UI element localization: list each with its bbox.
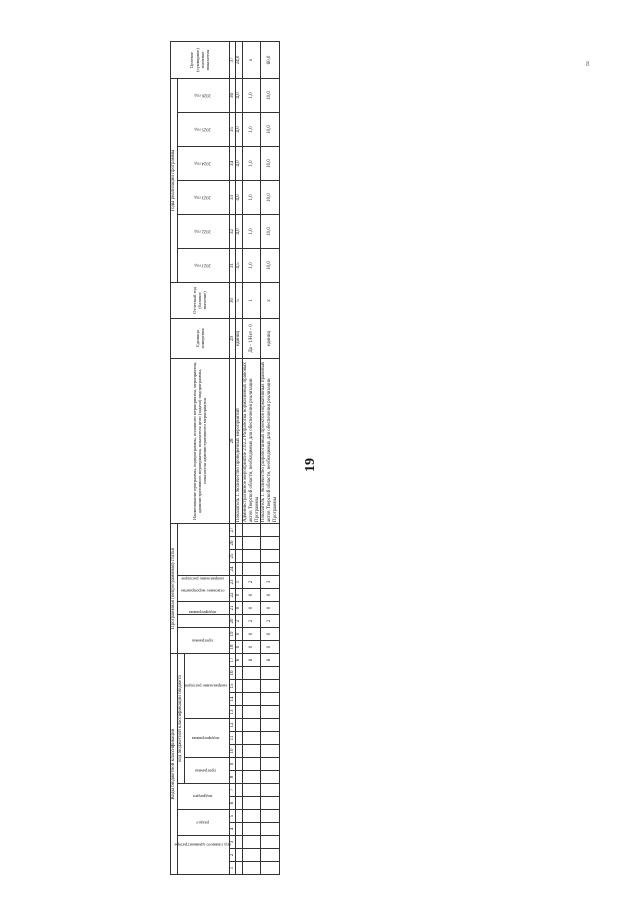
- column-number: 27: [229, 523, 236, 536]
- row-base: 1: [243, 282, 261, 318]
- years-group-header: Годы реализации программы: [171, 78, 178, 282]
- row-year-value: 4,0: [236, 146, 243, 180]
- code-cell: [243, 693, 261, 706]
- code-cell: [243, 758, 261, 771]
- code-cell: [243, 537, 261, 550]
- row-year-value: 1,0: [243, 112, 261, 146]
- row-year-value: 4,0: [236, 180, 243, 214]
- code-cell: [261, 745, 279, 758]
- code-cell: [261, 537, 279, 550]
- column-number: 12: [229, 719, 236, 732]
- column-number: 2: [229, 849, 236, 862]
- code-cell: 0: [243, 589, 261, 602]
- code-cell: [236, 680, 243, 693]
- code-cell: [261, 810, 279, 823]
- row-final-value: х: [243, 41, 261, 78]
- page-number: 19: [303, 458, 318, 472]
- column-number: 34: [229, 146, 236, 180]
- code-cell: 0: [243, 602, 261, 615]
- budget-codes-header: Коды бюджетной классификации: [171, 654, 178, 875]
- direction-budget-header: направление расходов: [184, 654, 229, 719]
- subsection-header: подраздел: [177, 784, 229, 810]
- code-cell: 1: [236, 576, 243, 589]
- unit-column-header: Единица измерения: [171, 318, 230, 358]
- code-cell: [243, 771, 261, 784]
- year-2021-header: 2021 год: [177, 248, 229, 282]
- code-cell: [236, 810, 243, 823]
- column-number: 1: [229, 862, 236, 875]
- column-number: 25: [229, 550, 236, 563]
- row-name: Показатель 1. Количество разработанных проектов нормативных правовых актов Тверской области, необходимых для обеспечения реализации Программы: [261, 358, 279, 523]
- budget-subgroup-header: код бюджетной классификации бюджета: [177, 654, 184, 784]
- column-number: 19: [229, 628, 236, 641]
- code-cell: [261, 523, 279, 536]
- column-number: 32: [229, 214, 236, 248]
- code-cell: [236, 563, 243, 576]
- program-header: программа: [177, 628, 229, 654]
- code-cell: [243, 706, 261, 719]
- row-unit: единиц: [236, 318, 243, 358]
- row-year-value: 10,0: [261, 146, 279, 180]
- column-number: 22: [229, 589, 236, 602]
- code-cell: [243, 680, 261, 693]
- column-number: 31: [229, 248, 236, 282]
- code-cell: [236, 706, 243, 719]
- row-year-value: 1,0: [243, 214, 261, 248]
- column-number: 13: [229, 706, 236, 719]
- table-body: [236, 41, 279, 874]
- program-codes-header: Программная (непрограммная) статья: [171, 523, 178, 653]
- code-cell: [236, 732, 243, 745]
- code-cell: [236, 784, 243, 797]
- code-cell: 0: [261, 589, 279, 602]
- rotated-table-wrapper: [170, 48, 278, 875]
- year-2024-header: 2024 год: [177, 146, 229, 180]
- code-cell: [261, 693, 279, 706]
- code-cell: [261, 797, 279, 810]
- code-cell: [236, 771, 243, 784]
- row-year-value: 1,0: [243, 146, 261, 180]
- code-cell: 0: [243, 628, 261, 641]
- code-cell: [243, 719, 261, 732]
- code-cell: [261, 550, 279, 563]
- code-cell: [243, 523, 261, 536]
- row-year-value: 4,0: [236, 214, 243, 248]
- code-cell: [261, 680, 279, 693]
- code-cell: [261, 563, 279, 576]
- row-base: 5: [236, 282, 243, 318]
- row-final-value: 60,0: [261, 41, 279, 78]
- year-2022-header: 2022 год: [177, 214, 229, 248]
- code-cell: [261, 719, 279, 732]
- code-cell: 0: [236, 628, 243, 641]
- column-number: 29: [229, 318, 236, 358]
- code-cell: [243, 862, 261, 875]
- row-base: х: [261, 282, 279, 318]
- code-cell: 0: [243, 641, 261, 654]
- program-budget-header: программа: [184, 758, 229, 784]
- row-year-value: 1,0: [243, 78, 261, 112]
- admin-code-header: код главного администратора: [177, 836, 229, 875]
- column-number-row: [229, 41, 236, 874]
- row-year-value: 4,5: [236, 248, 243, 282]
- code-cell: [243, 784, 261, 797]
- subprogram-header: подпрограмма: [177, 615, 229, 628]
- code-cell: 6: [236, 654, 243, 667]
- code-cell: [236, 667, 243, 680]
- column-number: 7: [229, 784, 236, 797]
- column-number: 5: [229, 810, 236, 823]
- code-cell: [243, 849, 261, 862]
- row-name: Показатель 1. Количество проведенных мероприятий: [236, 358, 243, 523]
- column-number: 10: [229, 745, 236, 758]
- code-cell: [261, 836, 279, 849]
- final-value-header: Целевое (суммарное) значение показателя: [171, 41, 230, 78]
- column-number: 17: [229, 654, 236, 667]
- column-number: 35: [229, 112, 236, 146]
- column-number: 23: [229, 576, 236, 589]
- code-cell: 0: [236, 602, 243, 615]
- row-name: Административное мероприятие 2.02.2 Разработка нормативных правовых актов Тверской области, необходимых для обеспечения реализации Программы: [243, 358, 261, 523]
- year-2026-header: 2026 год: [177, 78, 229, 112]
- row-final-value: 24,0: [236, 41, 243, 78]
- code-cell: [236, 693, 243, 706]
- code-cell: [243, 667, 261, 680]
- code-cell: [243, 836, 261, 849]
- row-year-value: 10,0: [261, 248, 279, 282]
- code-cell: [261, 849, 279, 862]
- code-cell: 2: [243, 576, 261, 589]
- code-cell: [236, 823, 243, 836]
- corner-mark: 8: [586, 60, 590, 68]
- code-cell: 6: [243, 654, 261, 667]
- table-row: [236, 41, 243, 874]
- code-cell: 3: [261, 576, 279, 589]
- code-cell: 2: [261, 615, 279, 628]
- column-number: 26: [229, 537, 236, 550]
- code-cell: [243, 810, 261, 823]
- direction-header: направление расходов: [177, 576, 229, 602]
- column-number: 6: [229, 797, 236, 810]
- table-row: [261, 41, 279, 874]
- code-cell: [236, 758, 243, 771]
- event-number-header: [177, 523, 229, 575]
- row-year-value: 10,0: [261, 180, 279, 214]
- column-number: 20: [229, 615, 236, 628]
- row-year-value: 1,0: [243, 248, 261, 282]
- code-cell: [261, 732, 279, 745]
- column-number: 28: [229, 358, 236, 523]
- code-cell: 0: [261, 641, 279, 654]
- column-number: 9: [229, 758, 236, 771]
- year-2025-header: 2025 год: [177, 112, 229, 146]
- column-number: 21: [229, 602, 236, 615]
- section-header: раздел: [177, 810, 229, 836]
- code-cell: [243, 550, 261, 563]
- row-year-value: 10,0: [261, 214, 279, 248]
- code-cell: [243, 563, 261, 576]
- row-year-value: 10,0: [261, 112, 279, 146]
- code-cell: 2: [236, 615, 243, 628]
- code-cell: [261, 758, 279, 771]
- code-cell: [236, 745, 243, 758]
- column-number: 36: [229, 78, 236, 112]
- code-cell: [261, 784, 279, 797]
- code-cell: 0: [236, 641, 243, 654]
- row-year-value: 4,0: [236, 112, 243, 146]
- column-number: 33: [229, 180, 236, 214]
- row-year-value: 1,0: [243, 180, 261, 214]
- code-cell: [236, 537, 243, 550]
- year-2023-header: 2023 год: [177, 180, 229, 214]
- row-unit: Да - 1/Нет - 0: [243, 318, 261, 358]
- code-cell: [236, 849, 243, 862]
- code-cell: [261, 706, 279, 719]
- code-cell: [243, 823, 261, 836]
- column-number: 14: [229, 693, 236, 706]
- column-number: 37: [229, 41, 236, 78]
- column-number: 16: [229, 667, 236, 680]
- name-column-header: Наименование программы, подпрограммы, основного мероприятия, мероприятия, административного мероприятия, показателя цели (задачи) подпрограммы, показателя административного мероприятия: [171, 358, 230, 523]
- column-number: 18: [229, 641, 236, 654]
- code-cell: [243, 732, 261, 745]
- row-year-value: 10,0: [261, 78, 279, 112]
- code-cell: [236, 719, 243, 732]
- code-cell: 6: [261, 654, 279, 667]
- code-cell: [243, 745, 261, 758]
- main-event-header: основное мероприятие: [177, 602, 229, 615]
- column-number: 3: [229, 836, 236, 849]
- row-unit: единиц: [261, 318, 279, 358]
- code-cell: [236, 523, 243, 536]
- code-cell: [236, 797, 243, 810]
- code-cell: 0: [261, 602, 279, 615]
- code-cell: 2: [243, 615, 261, 628]
- column-number: 4: [229, 823, 236, 836]
- code-cell: [261, 667, 279, 680]
- code-cell: [261, 771, 279, 784]
- code-cell: [236, 836, 243, 849]
- code-cell: [236, 550, 243, 563]
- column-number: 24: [229, 563, 236, 576]
- row-year-value: 4,0: [236, 78, 243, 112]
- base-column-header: Отчетный год (базовое значение): [171, 282, 230, 318]
- subprogram-budget-header: подпрограмма: [184, 719, 229, 758]
- code-cell: 0: [236, 589, 243, 602]
- code-cell: [261, 862, 279, 875]
- code-cell: 0: [261, 628, 279, 641]
- program-table: [170, 41, 280, 875]
- code-cell: [261, 823, 279, 836]
- code-cell: [243, 797, 261, 810]
- column-number: 30: [229, 282, 236, 318]
- code-cell: [236, 862, 243, 875]
- table-row: [243, 41, 261, 874]
- column-number: 8: [229, 771, 236, 784]
- column-number: 15: [229, 680, 236, 693]
- column-number: 11: [229, 732, 236, 745]
